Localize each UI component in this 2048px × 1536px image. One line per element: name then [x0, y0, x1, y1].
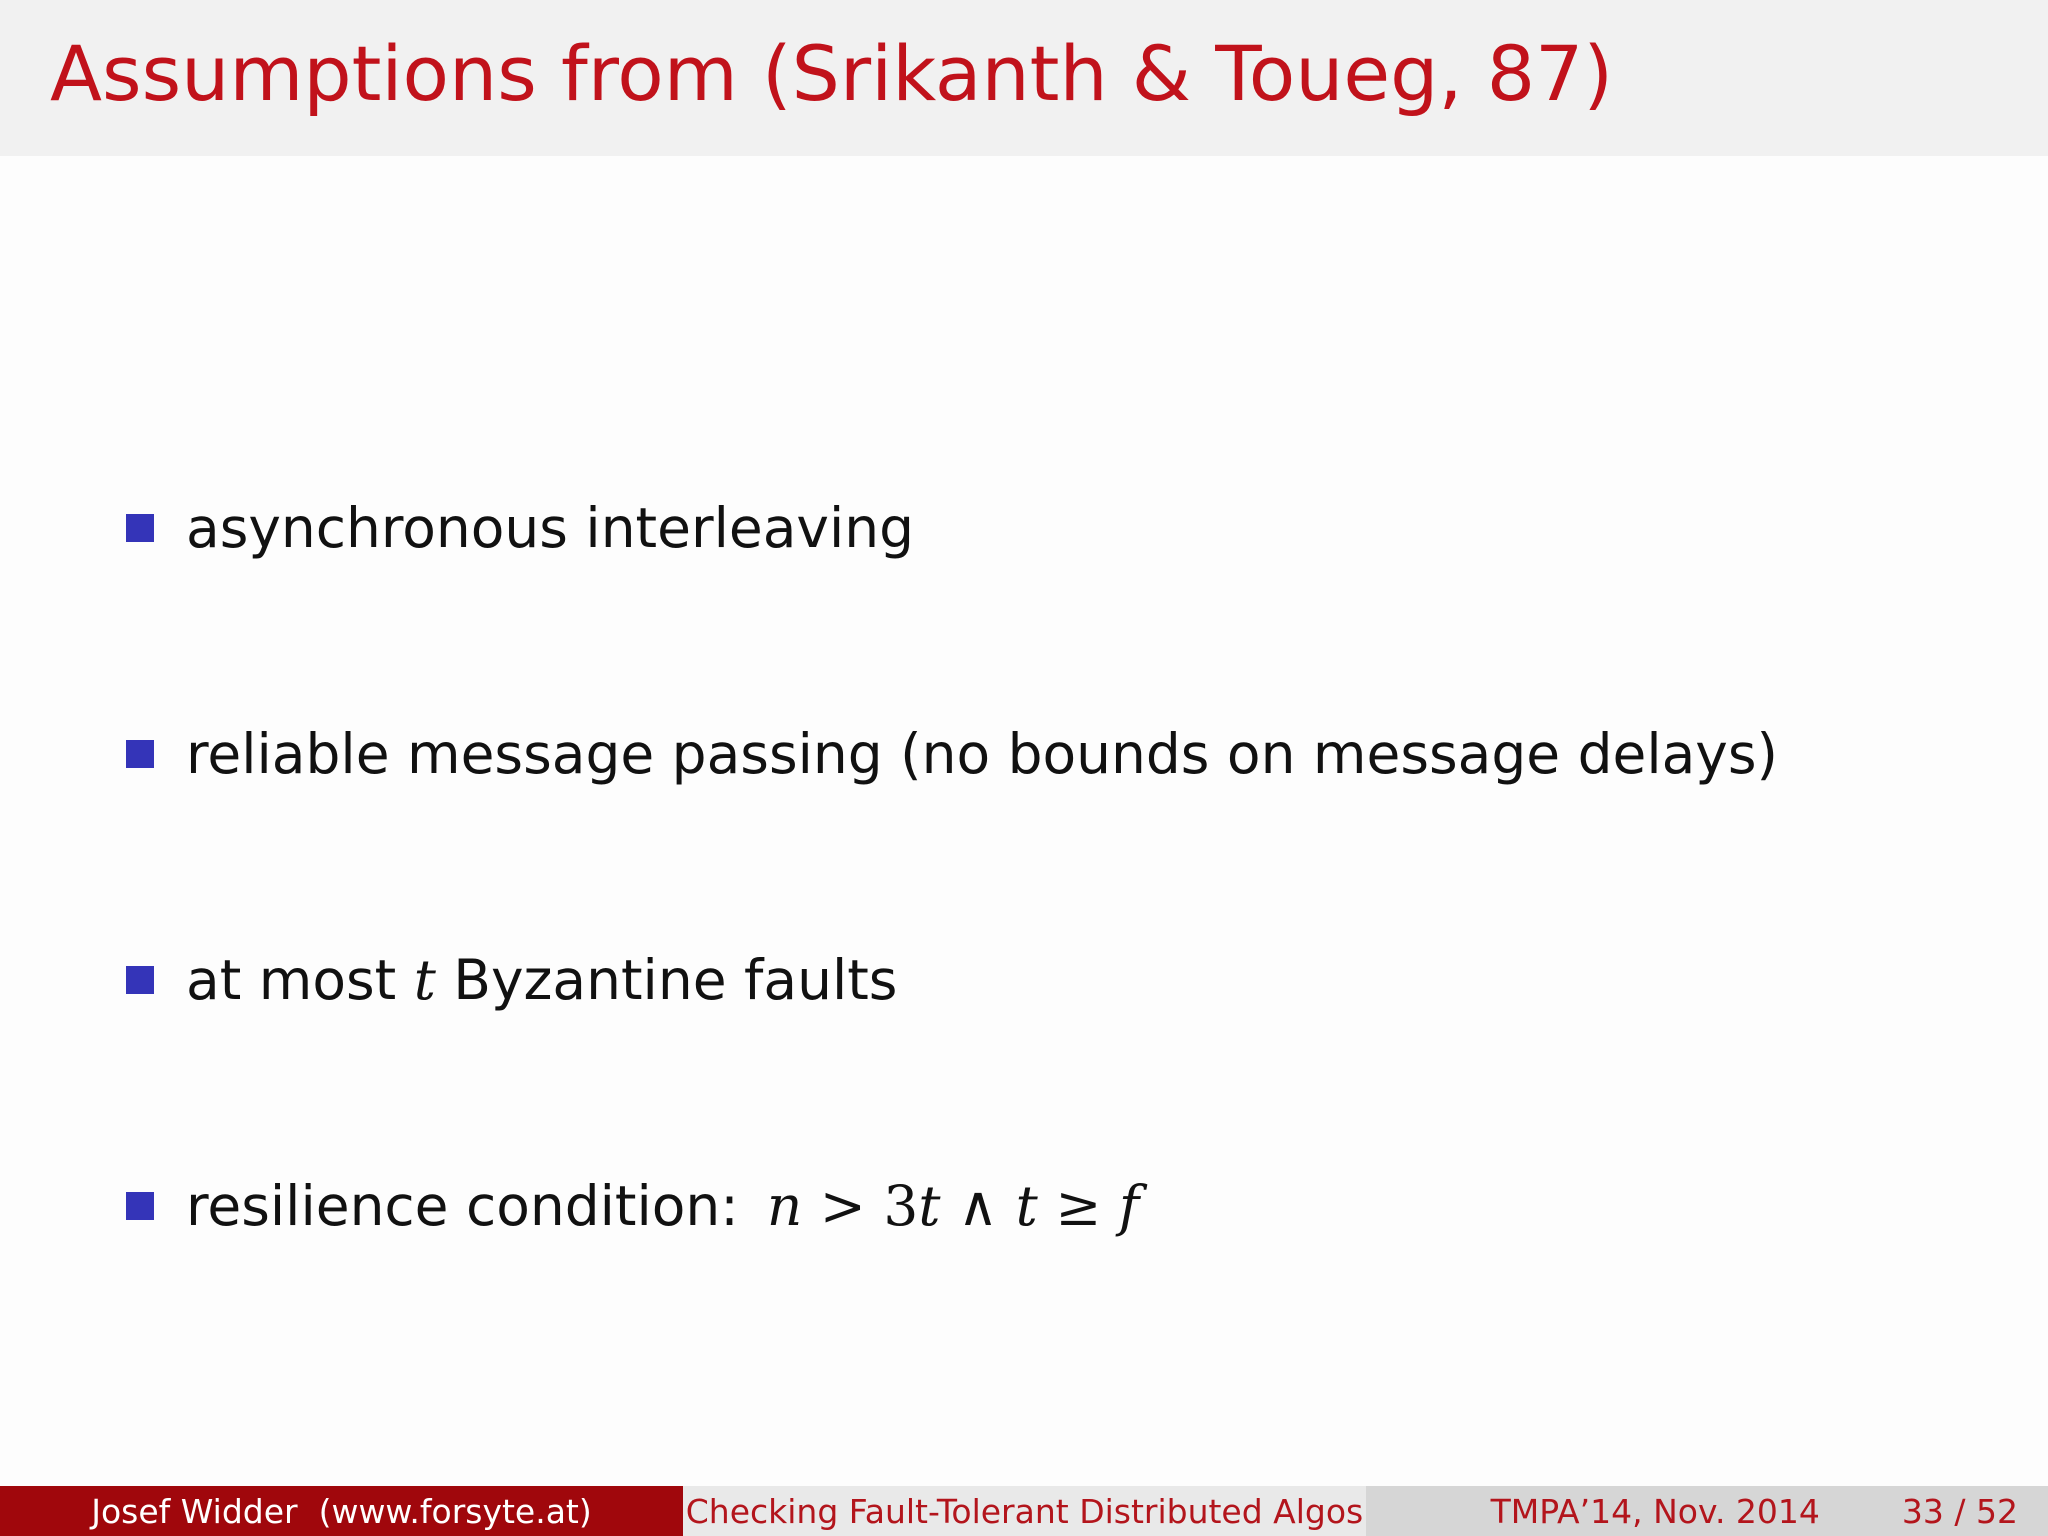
footer-author: [0, 1486, 683, 1536]
bullet-text: asynchronous interleaving: [186, 495, 914, 560]
bullet-item: [126, 722, 1778, 786]
bullet-text-post: Byzantine faults: [435, 947, 898, 1012]
math-and: ∧: [940, 1173, 1016, 1238]
math-f: f: [1118, 1173, 1140, 1238]
resilience-formula: [766, 1173, 1140, 1238]
square-bullet-icon: [126, 740, 154, 768]
square-bullet-icon: [126, 1192, 154, 1220]
square-bullet-icon: [126, 966, 154, 994]
footer-conference: TMPA’14, Nov. 2014: [1490, 1491, 1820, 1531]
bullet-item: [126, 1174, 1139, 1238]
slide-title: Assumptions from (Srikanth & Toueg, 87): [50, 29, 1614, 118]
math-t: t: [918, 1173, 941, 1238]
variable-t: t: [413, 947, 436, 1012]
bullet-text: [186, 947, 898, 1012]
bullet-text-pre: at most: [186, 947, 414, 1012]
bullet-text: resilience condition:: [186, 1173, 739, 1238]
footer: [0, 1486, 2048, 1536]
math-ge: ≥: [1037, 1173, 1119, 1238]
math-n: n: [766, 1173, 803, 1238]
footer-info: [1366, 1486, 2048, 1536]
math-t: t: [1015, 1173, 1038, 1238]
footer-author-text: Josef Widder (www.forsyte.at): [91, 1491, 592, 1531]
footer-talk-title-text: Checking Fault-Tolerant Distributed Algos: [685, 1491, 1364, 1531]
bullet-item: [126, 496, 914, 560]
bullet-text: reliable message passing (no bounds on message delays): [186, 721, 1778, 786]
footer-talk-title: [683, 1486, 1366, 1536]
bullet-item: [126, 948, 897, 1012]
square-bullet-icon: [126, 514, 154, 542]
footer-page-number: 33 / 52: [1901, 1491, 2018, 1531]
math-gt-three: > 3: [802, 1173, 919, 1238]
